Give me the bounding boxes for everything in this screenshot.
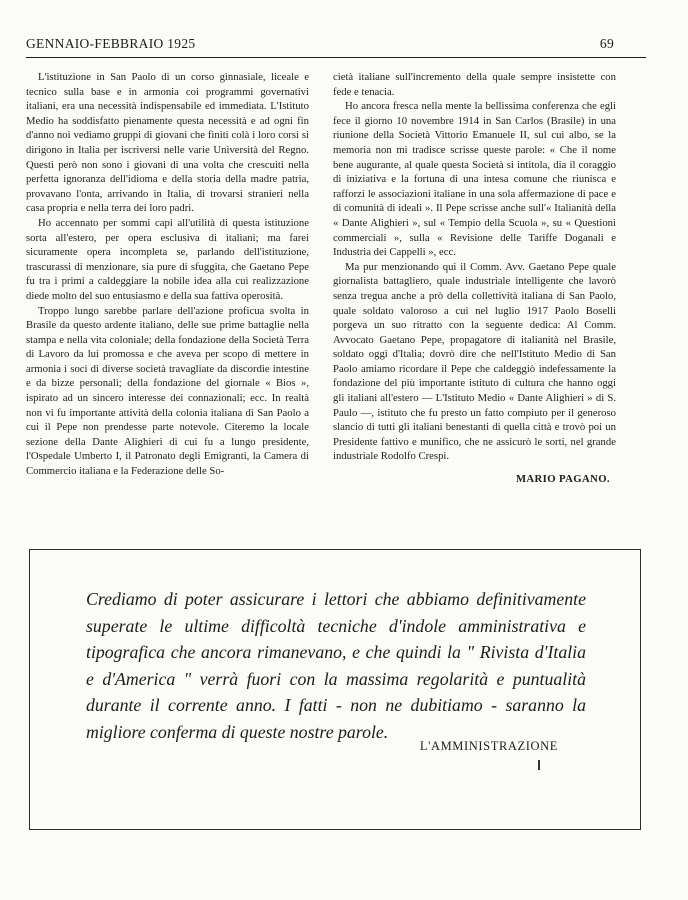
page-number: 69 xyxy=(599,36,614,51)
author-signature: MARIO PAGANO. xyxy=(515,473,610,486)
article-column-left xyxy=(26,70,309,479)
notice-text: Crediamo di poter assicurare i lettori che abbiamo definitivamente superate le ultime difficoltà tecniche d'indole amministrativa e tipografica che ancora rimanevano, e che quindi la " Rivista d'Italia e d'America " verrà fuori con la massima regolarità e puntualità durante il corrente anno. I fatti - non ne dubitiamo - saranno la migliore conferma di queste nostre parole. xyxy=(86,589,586,742)
paragraph: Ma pur menzionando qui il Comm. Avv. Gaetano Pepe quale giornalista battagliero, quale industriale intelligente che lavorò senza tregua anche a prò della collettività italiana di San Paolo, quale soldato valoroso a cui nel luglio 1917 Paolo Boselli porgeva un suo ritratto con la seguente dedica: Al Comm. Avvocato Gaetano Pepe, propagatore di italianità nel Brasile, soldato oggi d'Italia; dovrò dire che nell'Istituto Medio di San Paolo amiamo ricordare il Pepe che caldeggiò indefessamente la fondazione del più importante istituto di cultura che hanno oggi gli italiani all'estero — L'Istituto Medio « Dante Alighieri » di S. Paulo —, istituto che fu presto un fatto compiuto per il generoso slancio di tutti gli italiani benestanti di quella città e trovò poi un Presidente fattivo e munifico, che ne assicurò le sorti, nel grande industriale Rodolfo Crespi. xyxy=(333,260,616,463)
notice-signature: L'AMMINISTRAZIONE xyxy=(419,739,558,753)
print-speck xyxy=(538,760,540,770)
running-head xyxy=(26,36,614,52)
paragraph: Ho accennato per sommi capi all'utilità di questa istituzione sorta all'estero, per opera esclusiva di italiani; ma farei sicuramente opera incompleta se, parlando dell'istituzione, trascurassi di menzionare, sia pure di sfuggita, che Gaetano Pepe fu tra i primi a caldeggiare la nobile idea alla cui realizzazione diede molto del suo entusiasmo e della sua fattiva operosità. xyxy=(26,216,309,302)
article-column-right xyxy=(333,70,616,487)
header-rule xyxy=(26,57,646,58)
paragraph: L'istituzione in San Paolo di un corso ginnasiale, liceale e tecnico sulla base e in armonia coi programmi governativi italiani, era una necessità indispensabile ed immediata. L'Istituto Medio ha soddisfatto pienamente questa necessità e ad ogni fin d'anno noi vediamo gruppi di giovani che finiti colà i loro corsi si dirigono in Italia per iscriversi nelle varie Università del Regno. Questi però non sono i giovani di una volta che crescuiti nella perfetta ignoranza dell'idioma e della storia della madre patria, provavano l'onta, arrivando in Italia, di trovarsi stranieri nella casa propria e nella terra dei loro padri. xyxy=(26,71,309,215)
paragraph: cietà italiane sull'incremento della quale sempre insistette con fede e tenacia. xyxy=(333,71,616,98)
paragraph: Troppo lungo sarebbe parlare dell'azione proficua svolta in Brasile da questo ardente italiano, delle sue prime battaglie nella stampa e nella vita coloniale; della fondazione della Società Terra di Lavoro da lui promossa e che aveva per scopo di mettere in armonia i soci di diverse società travagliate da discordie intestine e da bizze personali; della fondazione del giornale « Bios », ispirato ad un sincero interesse dei connazionali; ecc. In realtà non vi fu importante attività della colonia italiana di San Paolo a cui il Pepe non prendesse parte notevole. Citeremo la locale sezione della Dante Alighieri di cui fu a lungo presidente, l'Ospedale Umberto I, il Patronato degli Emigranti, la Camera di Commercio italiana e la Federazione delle So- xyxy=(26,304,309,478)
running-title: GENNAIO-FEBBRAIO 1925 xyxy=(26,36,196,51)
administration-notice-box xyxy=(29,549,641,830)
paragraph: Ho ancora fresca nella mente la bellissima conferenza che egli fece il giorno 10 novembre 1914 in San Carlos (Brasile) in una riunione della Società Vittorio Emanuele II, sul cui albo, se la memoria non mi tradisce scrisse queste parole: « Che il nome bene augurante, al quale questa Società si intitola, dia il coraggio di iniziativa e la fortuna di una intesa comune che riunisca e rafforzi le associazioni italiane in una sola affermazione di pace e di comunità di ideali ». Il Pepe scrisse anche sull'« Italianità della « Dante Alighieri », sul « Tempio della Scuola », su « Questioni commerciali », sulla « Revisione delle Tariffe Doganali e Industria dei Cappelli », ecc. xyxy=(333,100,616,259)
